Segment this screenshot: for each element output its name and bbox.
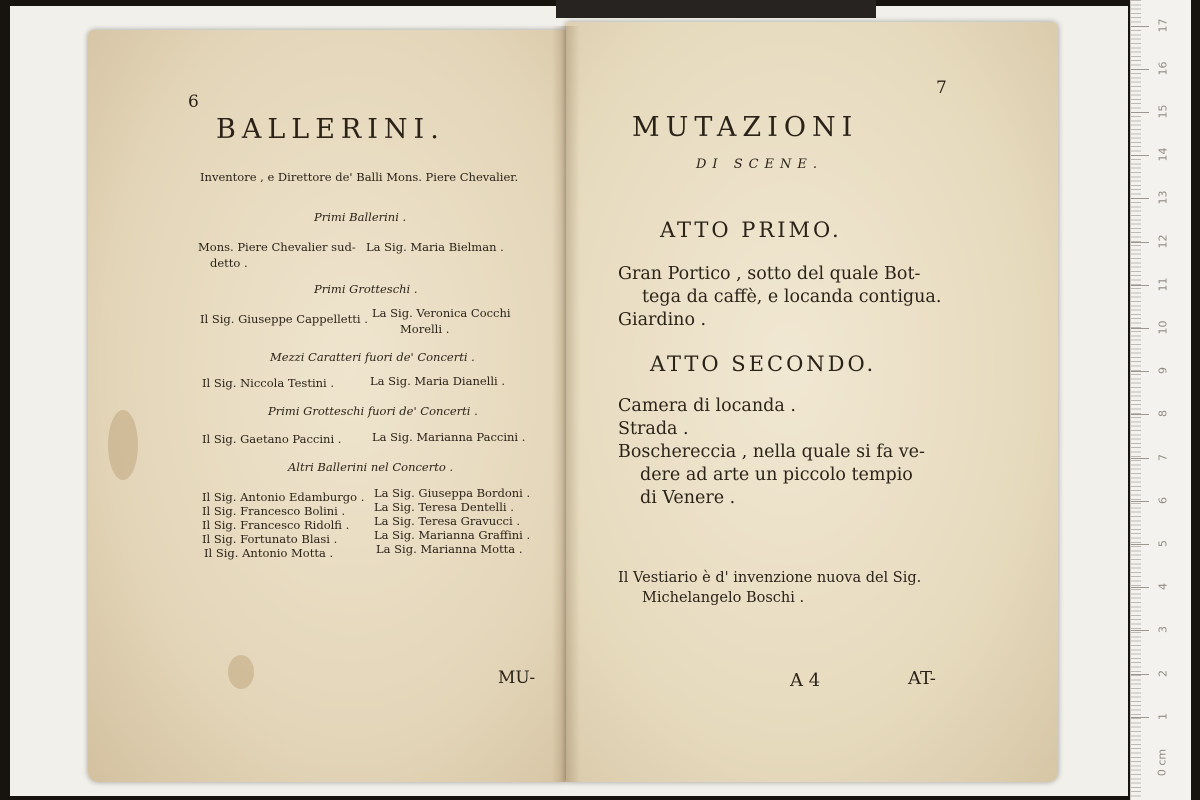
ruler-number: 12 — [1156, 234, 1170, 249]
binding-strip — [556, 0, 876, 18]
dancer-name: La Sig. Giuseppa Bordoni . — [374, 486, 531, 500]
ruler-number: 16 — [1156, 61, 1170, 76]
costume-note: Il Vestiario è d' invenzione nuova del Sig. — [618, 570, 922, 586]
dancer-name: Il Sig. Antonio Motta . — [204, 546, 334, 560]
dancer-name: Morelli . — [400, 322, 450, 336]
ruler-cm-tick — [1131, 414, 1149, 415]
ruler-cm-tick — [1131, 717, 1149, 718]
dancer-name: La Sig. Maria Bielman . — [366, 240, 504, 254]
ruler-cm-tick — [1131, 458, 1149, 459]
ruler-number: 9 — [1156, 367, 1170, 375]
dancer-name: La Sig. Marianna Graffini . — [374, 528, 531, 542]
dancer-name: La Sig. Marianna Motta . — [376, 542, 523, 556]
section-heading: Primi Grotteschi . — [314, 282, 418, 296]
ruler-cm-tick — [1131, 544, 1149, 545]
section-heading: Mezzi Caratteri fuori de' Concerti . — [270, 350, 475, 364]
section-heading: Primi Ballerini . — [314, 210, 407, 224]
page-subtitle: DI SCENE. — [696, 157, 824, 172]
dancer-name: Il Sig. Fortunato Blasi . — [202, 532, 338, 546]
ruler-cm-tick — [1131, 69, 1149, 70]
signature-mark: A 4 — [790, 670, 821, 691]
dancer-name: La Sig. Veronica Cocchi — [372, 306, 511, 320]
section-heading: Altri Ballerini nel Concerto . — [288, 460, 454, 474]
dancer-name: detto . — [210, 256, 248, 270]
scene-line: tega da caffè, e locanda contigua. — [642, 287, 942, 307]
dancer-name: La Sig. Maria Dianelli . — [370, 374, 506, 388]
ruler-number: 8 — [1156, 410, 1170, 418]
ruler-number: 11 — [1156, 277, 1170, 292]
costume-note: Michelangelo Boschi . — [642, 590, 805, 606]
ruler-cm-tick — [1131, 285, 1149, 286]
scene-line: Strada . — [618, 419, 689, 439]
dancer-name: Il Sig. Francesco Bolini . — [202, 504, 346, 518]
ruler-number: 2 — [1156, 669, 1170, 677]
ruler-number: 15 — [1156, 104, 1170, 119]
ruler-cm-tick — [1131, 242, 1149, 243]
page-title: MUTAZIONI — [632, 112, 859, 143]
book-gutter — [552, 26, 580, 782]
page-number: 6 — [188, 92, 199, 112]
ruler-number: 14 — [1156, 147, 1170, 162]
act-heading: ATTO PRIMO. — [660, 218, 842, 242]
ruler-number: 5 — [1156, 540, 1170, 547]
act-heading: ATTO SECONDO. — [650, 352, 877, 376]
ruler-cm-tick — [1131, 328, 1149, 329]
ruler-number: 4 — [1156, 583, 1170, 591]
scene-line: Camera di locanda . — [618, 396, 796, 416]
ruler-cm-tick — [1131, 501, 1149, 502]
scene-line: Boschereccia , nella quale si fa ve- — [618, 442, 925, 462]
dancer-name: La Sig. Teresa Dentelli . — [374, 500, 514, 514]
ruler-number: 10 — [1156, 320, 1170, 335]
right-page — [566, 22, 1058, 782]
dancer-name: Il Sig. Francesco Ridolfi . — [202, 518, 350, 532]
dancer-name: Mons. Piere Chevalier sud- — [198, 240, 356, 254]
dancer-name: Il Sig. Niccola Testini . — [202, 376, 335, 390]
scene-line: dere ad arte un piccolo tempio — [640, 465, 913, 485]
ruler-number: 7 — [1156, 453, 1170, 461]
dancer-name: Il Sig. Gaetano Paccini . — [202, 432, 342, 446]
ruler-cm-tick — [1131, 630, 1149, 631]
paper-stain — [228, 655, 254, 689]
ruler-cm-tick — [1131, 26, 1149, 27]
ruler-ticks — [1131, 0, 1141, 800]
dancer-name: La Sig. Marianna Paccini . — [372, 430, 526, 444]
ruler-number: 1 — [1156, 712, 1170, 720]
ruler-cm-tick — [1131, 155, 1149, 156]
ruler-cm-tick — [1131, 587, 1149, 588]
page-number: 7 — [936, 78, 947, 98]
ruler-number: 13 — [1156, 190, 1170, 205]
ruler-cm-tick — [1131, 112, 1149, 113]
ruler-unit: 0 cm — [1155, 748, 1169, 777]
dancer-name: La Sig. Teresa Gravucci . — [374, 514, 520, 528]
scene-line: di Venere . — [640, 488, 736, 508]
ruler-cm-tick — [1131, 371, 1149, 372]
catchword: AT- — [908, 668, 936, 689]
ruler-cm-tick — [1131, 674, 1149, 675]
ruler-number: 3 — [1156, 626, 1170, 634]
paper-stain — [108, 410, 138, 480]
dancer-name: Il Sig. Antonio Edamburgo . — [202, 490, 365, 504]
page-title: BALLERINI. — [216, 114, 445, 145]
section-heading: Primi Grotteschi fuori de' Concerti . — [268, 404, 478, 418]
ruler-number: 17 — [1156, 18, 1170, 33]
scene-line: Giardino . — [618, 310, 707, 330]
measuring-ruler — [1130, 0, 1191, 800]
scene-line: Gran Portico , sotto del quale Bot- — [618, 264, 921, 284]
dancer-name: Il Sig. Giuseppe Cappelletti . — [200, 312, 368, 326]
catchword: MU- — [498, 668, 536, 688]
director-line: Inventore , e Direttore de' Balli Mons. Piere Chevalier. — [200, 170, 519, 184]
left-page — [88, 30, 566, 782]
ruler-number: 6 — [1156, 496, 1170, 504]
ruler-cm-tick — [1131, 198, 1149, 199]
